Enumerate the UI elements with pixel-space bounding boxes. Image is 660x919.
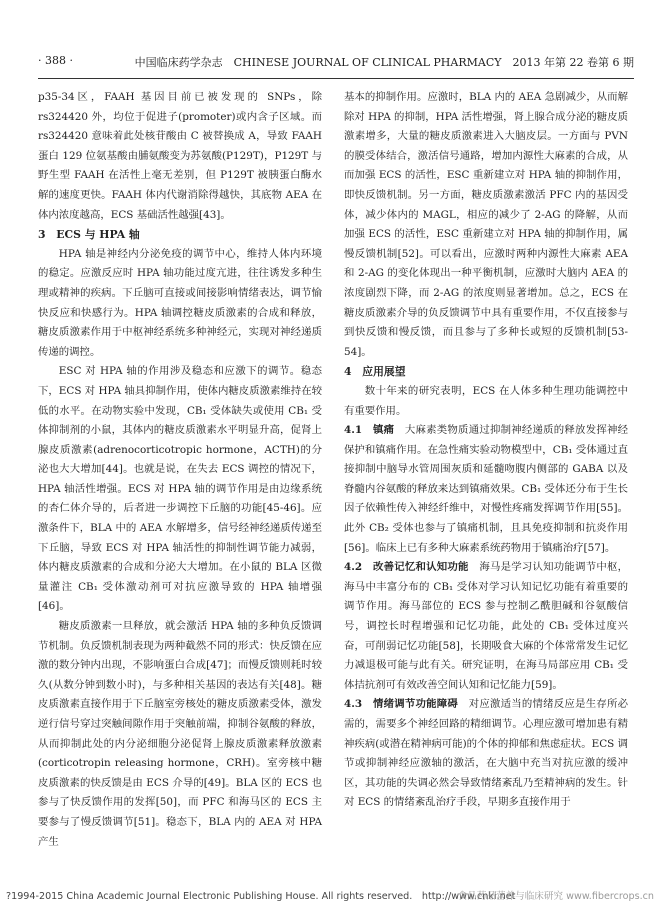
journal-running-head: 中国临床药学杂志 CHINESE JOURNAL OF CLINICAL PHARMACY 2013 年第 22 卷第 6 期 (134, 56, 634, 69)
paragraph: 数十年来的研究表明，ECS 在人体多种生理功能调控中有重要作用。 (344, 384, 628, 417)
paragraph: HPA 轴是神经内分泌免疫的调节中心，维持人体内环境的稳定。应激反应时 HPA 轴功能过度亢进，往往诱发多种生理或精神的疾病。下丘脑可直接或间接影响情绪表达，调节愉快反应和快感行为。HPA 轴调控糖皮质激素的合成和释放，糖皮质激素作用于中枢神经系统多种神经元，实现对神经递质传递的调控。 (38, 247, 322, 358)
paragraph: 基本的抑制作用。应激时，BLA 内的 AEA 急剧减少，从而解除对 HPA 的抑制，HPA 活性增强，肾上腺合成分泌的糖皮质激素增多，大量的糖皮质激素进入大脑皮层。一方面与 PVN 的膜受体结合，激活信号通路，增加内源性大麻素的合成，从而加强 ECS 的活性，ESC 重新建立对 HPA 轴的抑制作用，即快反馈机制。另一方面，糖皮质激素激活 PFC 内的基因受体，减少体内的 MAGL，相应的减少了 2-AG 的降解，从而加强 ECS 的活性，ESC 重新建立对 HPA 轴的抑制作用，属慢反馈机制[52]。可以看出，应激时两种内源性大麻素 AEA 和 2-AG 的变化体现出一种平衡机制，应激时大脑内 AEA 的浓度剧烈下降，而 2-AG 的浓度则显著增加。总之，ECS 在糖皮质激素介导的负反馈调节中具有重要作用，不仅直接参与到快反馈和慢反馈，而且参与了多种长或短的反馈机制[53-54]。 (344, 91, 628, 358)
subsection-title: 4.1 镇痛 (344, 424, 395, 437)
page-footer (6, 888, 654, 902)
paragraph: 糖皮质激素一旦释放，就会激活 HPA 轴的多种负反馈调节机制。负反馈机制表现为两种截然不同的形式：快反馈在应激的数分钟内出现，不影响蛋白合成[47]；而慢反馈则耗时较久(从数分钟到数小时)，与多种相关基因的表达有关[48]。糖皮质激素直接作用于下丘脑室旁核处的糖皮质激素受体，激发逆行信号穿过突触间隙作用于突触前端，抑制谷氨酸的释放，从而抑制此处的内分泌细胞分泌促肾上腺皮质激素释放激素(corticotropin releasing hormone，CRH)。室旁核中糖皮质激素的快反馈是由 ECS 介导的[49]。BLA 区的 ECS 也参与了快反馈作用的发挥[50]，而 PFC 和海马区的 ECS 主要参与了慢反馈调节[51]。稳态下，BLA 内的 AEA 对 HPA 产生 (38, 620, 322, 848)
subsection-text: 海马是学习认知功能调节中枢，海马中丰富分布的 CB₁ 受体对学习认知记忆功能有着重要的调节作用。海马部位的 ECS 参与控制乙酰胆碱和谷氨酸信号，调控长时程增强和记忆功能，此处的 CB₁ 受体过度兴奋，可削弱记忆功能[58]，长期吸食大麻的个体常常发生记忆力减退极可能与此有关。研究证明，在海马局部应用 CB₁ 受体拮抗剂可有效改善空间认知和记忆能力[59]。 (344, 561, 629, 691)
subsection-text: 大麻素类物质通过抑制神经递质的释放发挥神经保护和镇痛作用。在急性痛实验动物模型中，CB₁ 受体通过直接抑制中脑导水管周围灰质和延髓吻腹内侧部的 GABA 以及脊髓内谷氨酸的释放来达到镇痛效果。CB₁ 受体还分布于生长因子依赖性传入神经纤维中，对慢性疼痛发挥调节作用[55]。此外 CB₂ 受体也参与了镇痛机制，且具免疫抑制和抗炎作用[56]。临床上已有多种大麻素系统药物用于镇痛治疗[57]。 (344, 424, 628, 554)
subsection-title: 4.3 情绪调节功能障碍 (344, 698, 459, 711)
copyright-notice: ?1994-2015 China Academic Journal Electronic Publishing House. All rights reserved. http://www.cnki.net (6, 891, 516, 902)
subsection-title: 4.2 改善记忆和认知功能 (344, 561, 469, 574)
page-header (38, 52, 634, 72)
left-column (38, 88, 322, 852)
right-column (344, 88, 628, 813)
section-heading-3: 3 ECS 与 HPA 轴 (38, 228, 140, 242)
section-heading-4: 4 应用展望 (344, 365, 406, 379)
header-rule (38, 78, 634, 79)
paragraph: ESC 对 HPA 轴的作用涉及稳态和应激下的调节。稳态下，ECS 对 HPA 轴具抑制作用，使体内糖皮质激素维持在较低的水平。在动物实验中发现，CB₁ 受体缺失或使用 CB₁ 受体抑制剂的小鼠，其体内的糖皮质激素水平明显升高，促肾上腺皮质激素(adrenocorticotropic hormone，ACTH)的分泌也大大增加[44]。也就是说，在失去 ECS 调控的情况下，HPA 轴活性增强。ECS 对 HPA 轴的调节作用是由边缘系统的杏仁体介导的，后者进一步调控下丘脑的功能[45-46]。应激条件下，BLA 中的 AEA 水解增多，信号经神经递质传递至下丘脑，导致 ECS 对 HPA 轴活性的抑制性调节能力减弱，体内糖皮质激素的合成和分泌大大增加。在小鼠的 BLA 区微量灌注 CB₁ 受体激动剂可对抗应激导致的 HPA 轴增强[46]。 (38, 365, 322, 613)
page-number: · 388 · (38, 54, 73, 67)
subsection-text: 对应激适当的情绪反应是生存所必需的，需要多个神经回路的精细调节。心理应激可增加患有精神疾病(或潜在精神病可能)的个体的抑郁和焦虑症状。ECS 调节或抑制神经应激轴的激活，在大脑中充当对抗应激的缓冲区，其功能的失调必然会导致情绪紊乱乃至精神病的发生。针对 ECS 的情绪紊乱治疗手段，早期多直接作用于 (344, 698, 629, 809)
paragraph: p35-34区，FAAH 基因目前已被发现的 SNPs，除 rs324420 外，均位于促进子(promoter)或内含子区域。而 rs324420 意味着此处核苷酸由 C 被替换成 A，导致 FAAH 蛋白 129 位氨基酸由脯氨酸变为苏氨酸(P129T)，P129T 与野生型 FAAH 在活性上毫无差别，但 P129T 被胰蛋白酶水解的速度更快。FAAH 体内代谢消除得越快，其底物 AEA 在体内浓度越高，ECS 基础活性越强[43]。 (38, 91, 322, 221)
watermark: 食品药品营养与临床研究 www.fibercrops.cn (457, 891, 654, 902)
